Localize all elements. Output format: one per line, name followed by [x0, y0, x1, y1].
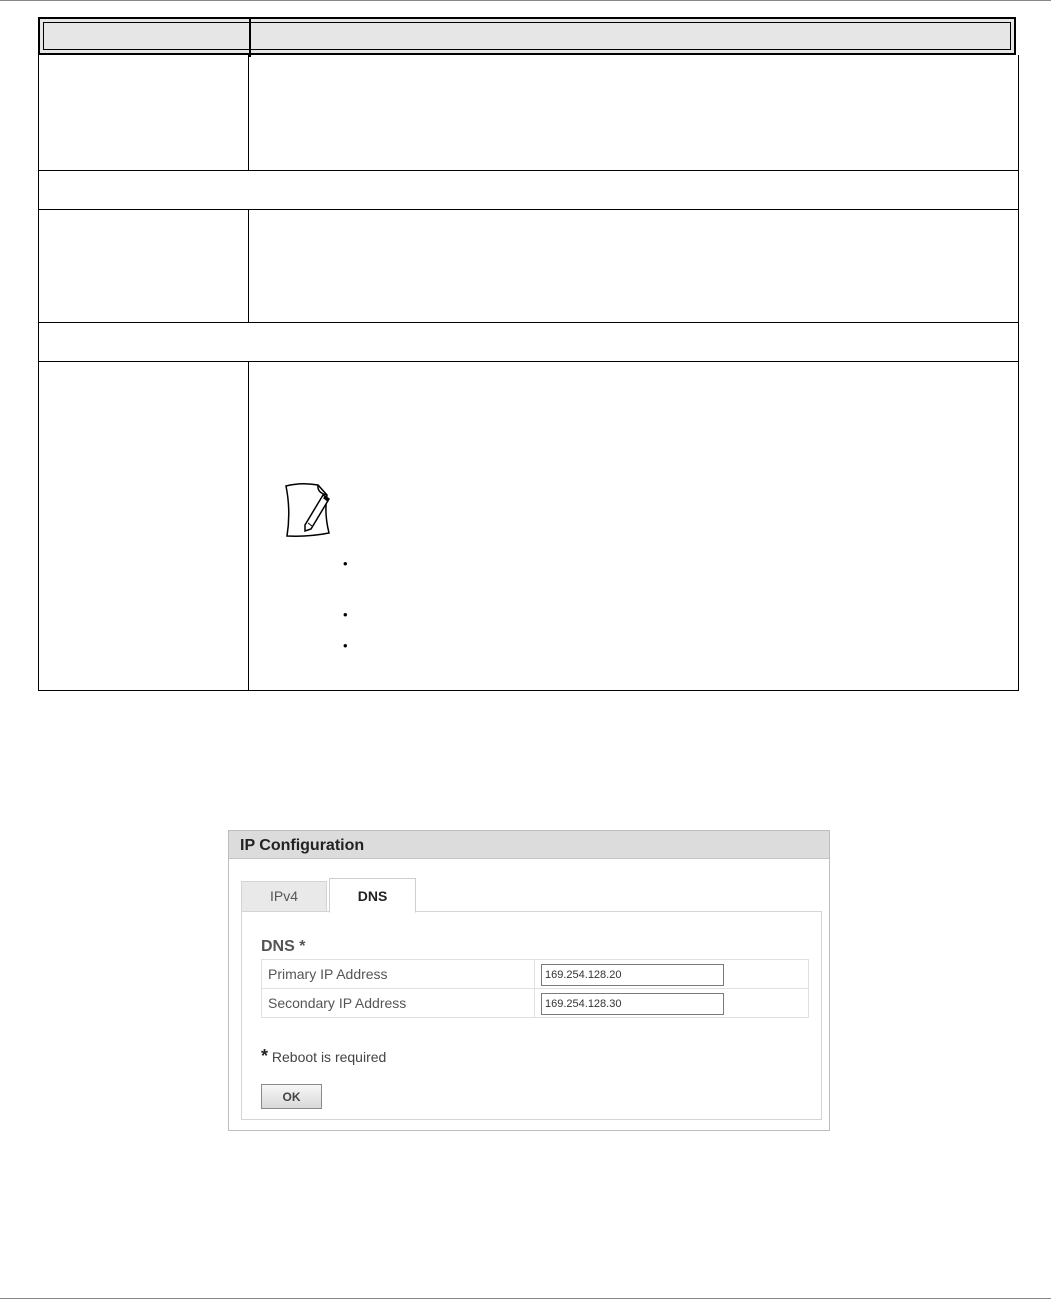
row-divider — [534, 989, 535, 1017]
reboot-note — [261, 1046, 386, 1067]
table-header-inner-border — [43, 22, 1011, 50]
table-left-border — [38, 55, 39, 691]
primary-ip-row — [261, 959, 809, 989]
page-bottom-rule — [0, 1298, 1051, 1299]
secondary-ip-row — [261, 988, 809, 1018]
column-divider — [248, 55, 249, 170]
row-divider — [534, 960, 535, 988]
ip-configuration-panel — [228, 830, 830, 1131]
table-right-border — [1018, 55, 1019, 691]
ok-button[interactable]: OK — [261, 1084, 322, 1109]
secondary-ip-input[interactable] — [541, 993, 724, 1015]
primary-ip-input[interactable] — [541, 964, 724, 986]
tab-ipv4[interactable]: IPv4 — [241, 881, 327, 911]
panel-header — [229, 831, 829, 859]
primary-ip-label: Primary IP Address — [268, 966, 388, 982]
table-row-separator — [38, 209, 1019, 210]
list-bullet: • — [343, 638, 348, 653]
list-bullet: • — [343, 556, 348, 571]
table-row-separator — [38, 170, 1019, 171]
dns-section-title: DNS * — [261, 938, 306, 955]
table-header-divider — [249, 19, 251, 57]
table-row-separator — [38, 361, 1019, 362]
page-top-rule — [0, 0, 1051, 1]
table-header-row — [38, 17, 1016, 55]
table-bottom-border — [38, 690, 1019, 691]
column-divider — [248, 361, 249, 691]
note-pencil-icon — [283, 481, 335, 539]
panel-title: IP Configuration — [240, 837, 365, 854]
secondary-ip-label: Secondary IP Address — [268, 995, 407, 1011]
tab-dns[interactable]: DNS — [329, 878, 416, 913]
parameter-table — [38, 17, 1020, 691]
reboot-asterisk: * — [261, 1046, 269, 1066]
table-row-separator — [38, 322, 1019, 323]
reboot-text: Reboot is required — [271, 1049, 387, 1065]
list-bullet: • — [343, 607, 348, 622]
column-divider — [248, 209, 249, 323]
